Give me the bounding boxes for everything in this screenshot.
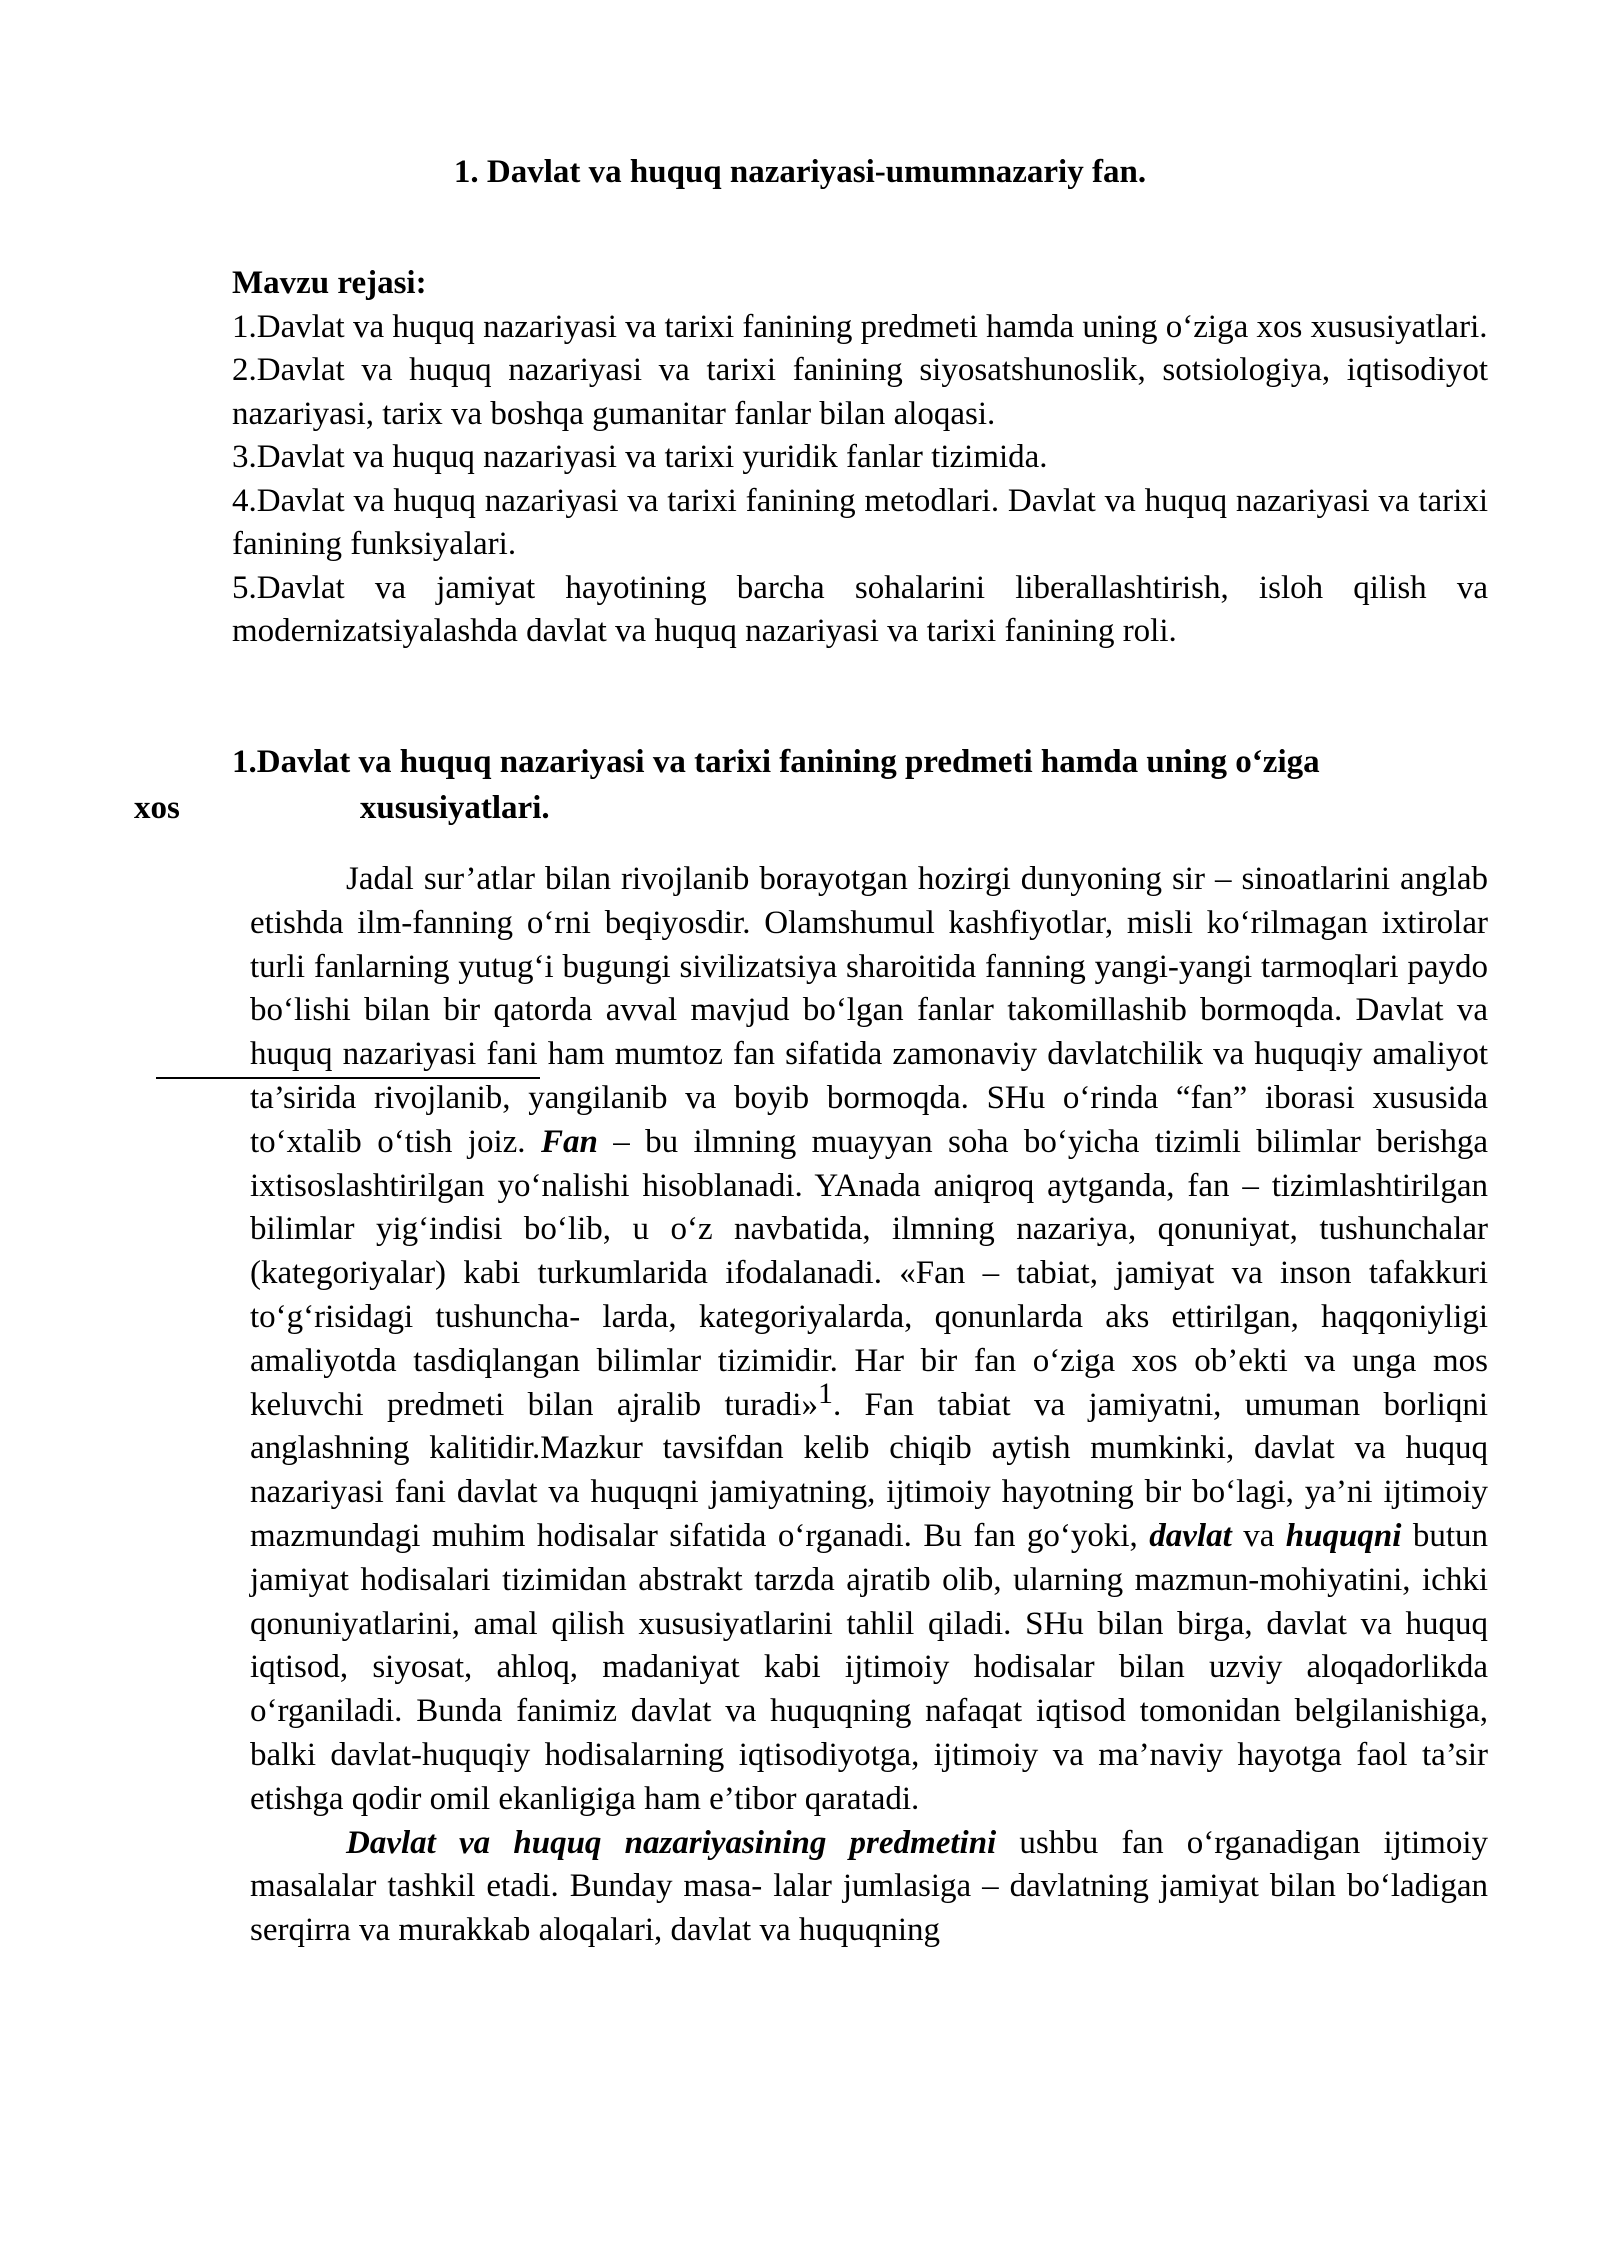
section-heading-xos: xos — [134, 790, 180, 826]
plan-item-1: 1.Davlat va huquq nazariyasi va tarixi fanining predmeti hamda uning o‘ziga xos xususiyatlari. — [232, 308, 1488, 345]
footnote-marker: 1 — [817, 1376, 833, 1410]
paragraph-1-part-b: – bu ilmning muayyan soha bo‘yicha tizimli bilimlar berishga ixtisoslashtirilgan yo‘nalishi hisoblanadi. YAnada aniqroq aytganda, fan – tizimlashtirilgan bilimlar yig‘indisi bo‘lib, u o‘z navbatida, ilmning nazariya, qonuniyat, tushunchalar (kategoriyalar) kabi turkumlarida ifodalanadi. «Fan – tabiat, jamiyat va inson tafakkuri to‘g‘risidagi tushuncha- larda, kategoriyalarda, qonunlarda aks ettirilgan, haqqoniyligi amaliyotda tasdiqlangan bilimlar tizimidir. Har bir fan o‘ziga xos ob’ekti va unga mos keluvchi predmeti bilan ajralib turadi» — [250, 1123, 1488, 1423]
section-heading: 1.Davlat va huquq nazariyasi va tarixi fanining predmeti hamda uning o‘ziga — [232, 744, 1320, 780]
term-predmet: Davlat va huquq nazariyasining predmetini — [346, 1824, 997, 1861]
term-fan: Fan — [540, 1123, 598, 1160]
term-davlat: davlat — [1149, 1517, 1232, 1554]
paragraph-2 — [250, 1822, 1488, 1953]
paragraph-1 — [250, 858, 1488, 1822]
paragraph-1-part-a: Jadal sur’atlar bilan rivojlanib borayotgan hozirgi dunyoning sir – sinoatlarini anglab etishda ilm-fanning o‘rni beqiyosdir. Olamshumul kashfiyotlar, misli ko‘rilmagan ixtirolar turli fanlarning yutug‘i bugungi sivilizatsiya sharoitida fanning yangi-yangi tarmoqlari paydo bo‘lishi bilan bir qatorda avval mavjud bo‘lgan fanlar takomillashib bormoqda. Davlat va huquq nazariyasi fani ham mumtoz fan sifatida zamonaviy davlatchilik va huquqiy amaliyot ta’sirida rivojlanib, yangilanib va boyib bormoqda. SHu o‘rinda “fan” iborasi xususida to‘xtalib o‘tish joiz. — [250, 861, 1488, 1160]
paragraph-2-rest: ushbu fan o‘rganadigan ijtimoiy masalalar tashkil etadi. Bunday masa- lalar jumlasiga – davlatning jamiyat bilan bo‘ladigan serqirra va murakkab aloqalari, davlat va huquqning — [250, 1824, 1488, 1949]
body-text — [250, 858, 1488, 1953]
plan-heading: Mavzu rejasi: — [232, 265, 427, 301]
section-heading-xususiyatlari: xususiyatlari. — [359, 790, 550, 826]
paragraph-1-part-c: . Fan tabiat va jamiyatni, umuman borliqni anglashning kalitidir.Mazkur tavsifdan kelib chiqib aytish mumkinki, davlat va huquq nazariyasi fani davlat va huquqni jamiyatning, ijtimoiy hayotning bir bo‘lagi, ya’ni ijtimoiy mazmundagi muhim hodisalar sifatida o‘rganadi. Bu fan go‘yoki, — [250, 1386, 1489, 1554]
plan-item-2: 2.Davlat va huquq nazariyasi va tarixi fanining siyosatshunoslik, sotsiologiya, iqtisodiyot nazariyasi, tarix va boshqa gumanitar fanlar bilan aloqasi. — [232, 352, 1488, 432]
section-heading-continuation — [134, 786, 1488, 830]
plan-item-3: 3.Davlat va huquq nazariyasi va tarixi yuridik fanlar tizimida. — [232, 439, 1048, 475]
plan-item-4: 4.Davlat va huquq nazariyasi va tarixi fanining metodlari. Davlat va huquq nazariyasi va tarixi fanining funksiyalari. — [232, 482, 1488, 562]
paragraph-1-part-d: butun jamiyat hodisalari tizimidan abstrakt tarzda ajratib olib, ularning mazmun-mohiyatini, ichki qonuniyatlarini, amal qilish xususiyatlarini tahlil qiladi. SHu bilan birga, davlat va huquq iqtisod, siyosat, ahloq, madaniyat kabi ijtimoiy hodisalar bilan uzviy aloqadorlikda o‘rganiladi. Bunda fanimiz davlat va huquqning nafaqat iqtisod tomonidan belgilanishiga, balki davlat-huquqiy hodisalarning iqtisodiyotga, ijtimoiy va ma’naviy hayotga faol ta’sir etishga qodir omil ekanligiga ham e’tibor qaratadi. — [250, 1517, 1489, 1817]
term-huquqni: huquqni — [1285, 1517, 1402, 1554]
page-title: 1. Davlat va huquq nazariyasi-umumnazariy fan. — [453, 154, 1147, 190]
plan-item-5: 5.Davlat va jamiyat hayotining barcha sohalarini liberallashtirish, isloh qilish va modernizatsiyalashda davlat va huquq nazariyasi va tarixi fanining roli. — [232, 569, 1488, 649]
paragraph-1-va: va — [1231, 1517, 1286, 1554]
topic-plan — [232, 262, 1488, 654]
